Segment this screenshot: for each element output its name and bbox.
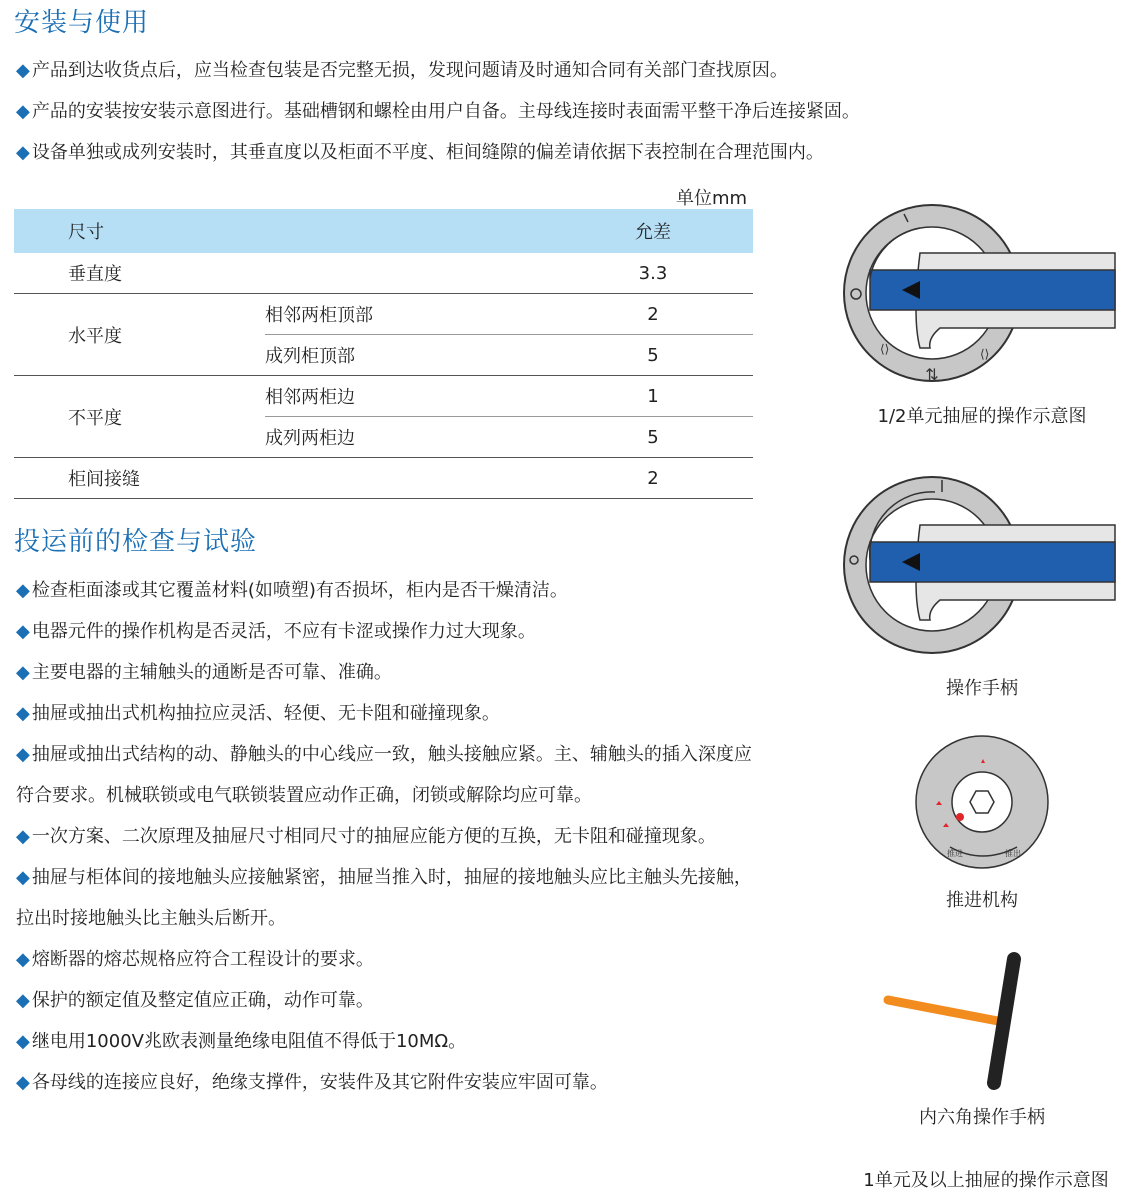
handle-caption: 操作手柄 <box>946 678 1018 699</box>
bullet-icon: ◆ <box>16 703 30 724</box>
table-row: 水平度 相邻两柜顶部 2 <box>14 294 753 335</box>
bullet-icon: ◆ <box>16 949 30 970</box>
table-row: 垂直度 3.3 <box>14 253 753 294</box>
hex-caption: 内六角操作手柄 <box>919 1107 1045 1128</box>
bullet-icon: ◆ <box>16 826 30 847</box>
unit-label: 单位mm <box>676 188 748 209</box>
hex-socket-icon <box>970 791 994 813</box>
bullet-icon: ◆ <box>16 1031 30 1052</box>
check-list <box>16 570 756 1103</box>
section-install-title: 安装与使用 <box>14 8 150 38</box>
section-check-title: 投运前的检查与试验 <box>14 527 258 557</box>
list-item: ◆ 继电用1000V兆欧表测量绝缘电阻值不得低于10MΩ。 <box>16 1031 467 1052</box>
half-unit-handle-diagram <box>840 198 1120 398</box>
bullet-icon: ◆ <box>16 990 30 1011</box>
list-item: ◆ 保护的额定值及整定值应正确，动作可靠。 <box>16 990 374 1011</box>
hex-key-arm <box>888 1000 998 1021</box>
table-row: 柜间接缝 2 <box>14 458 753 499</box>
red-dot-icon <box>956 813 964 821</box>
list-item: ◆ 各母线的连接应良好，绝缘支撑件，安装件及其它附件安装应牢固可靠。 <box>16 1072 608 1093</box>
bullet-icon: ◆ <box>16 621 30 642</box>
list-item: ◆ 一次方案、二次原理及抽屉尺寸相同尺寸的抽屉应能方便的互换，无卡阻和碰撞现象。 <box>16 826 716 847</box>
bullet-icon: ◆ <box>16 142 30 163</box>
header-tolerance: 允差 <box>553 209 753 253</box>
push-in-label: 推进 <box>947 849 963 858</box>
push-out-label: 推出 <box>1005 849 1021 858</box>
header-size: 尺寸 <box>14 209 265 253</box>
list-item: ◆ 检查柜面漆或其它覆盖材料(如喷塑)有否损坏，柜内是否干燥清洁。 <box>16 580 568 601</box>
install-item-2: ◆ 产品的安装按安装示意图进行。基础槽钢和螺栓由用户自备。主母线连接时表面需平整干净后连接紧固。 <box>16 101 860 122</box>
contact-mark-icon: ⟨⟩ <box>880 342 890 356</box>
list-item: ◆ 抽屉或抽出式结构的动、静触头的中心线应一致，触头接触应紧。主、辅触头的插入深度应符合要求。机械联锁或电气联锁装置应动作正确，闭锁或解除均应可靠。 <box>16 744 752 806</box>
list-item: ◆ 抽屉与柜体间的接地触头应接触紧密，抽屉当推入时，抽屉的接地触头应比主触头先接触，拉出时接地触头比主触头后断开。 <box>16 867 752 929</box>
list-item: ◆ 电器元件的操作机构是否灵活，不应有卡涩或操作力过大现象。 <box>16 621 536 642</box>
list-item: ◆ 主要电器的主辅触头的通断是否可靠、准确。 <box>16 662 392 683</box>
list-item: ◆ 抽屉或抽出式机构抽拉应灵活、轻便、无卡阻和碰撞现象。 <box>16 703 500 724</box>
hex-key-shaft <box>994 959 1014 1083</box>
table-row: 成列两柜边 5 <box>14 417 753 458</box>
half-unit-caption: 1/2单元抽屉的操作示意图 <box>877 406 1087 427</box>
push-mechanism-diagram <box>905 735 1060 870</box>
install-item-3: ◆ 设备单独或成列安装时，其垂直度以及柜面不平度、柜间缝隙的偏差请依据下表控制在合理范围内。 <box>16 142 824 163</box>
updown-arrows-icon: ⇅ <box>925 365 939 384</box>
table-row: 成列柜顶部 5 <box>14 335 753 376</box>
install-item-1: ◆ 产品到达收货点后，应当检查包装是否完整无损，发现问题请及时通知合同有关部门查找原因。 <box>16 60 788 81</box>
bullet-icon: ◆ <box>16 60 30 81</box>
one-unit-caption: 1单元及以上抽屉的操作示意图 <box>863 1170 1109 1191</box>
list-item: ◆ 熔断器的熔芯规格应符合工程设计的要求。 <box>16 949 374 970</box>
bullet-icon: ◆ <box>16 101 30 122</box>
bullet-icon: ◆ <box>16 580 30 601</box>
table-row: 不平度 相邻两柜边 1 <box>14 376 753 417</box>
bullet-icon: ◆ <box>16 744 30 765</box>
tolerance-table <box>14 209 753 499</box>
operating-handle-diagram <box>840 470 1120 665</box>
contact-mark-icon: ⟨⟩ <box>980 347 990 361</box>
bullet-icon: ◆ <box>16 1072 30 1093</box>
push-caption: 推进机构 <box>946 890 1018 911</box>
bullet-icon: ◆ <box>16 662 30 683</box>
hex-key-diagram <box>880 945 1030 1095</box>
table-header <box>14 209 753 253</box>
bullet-icon: ◆ <box>16 867 30 888</box>
